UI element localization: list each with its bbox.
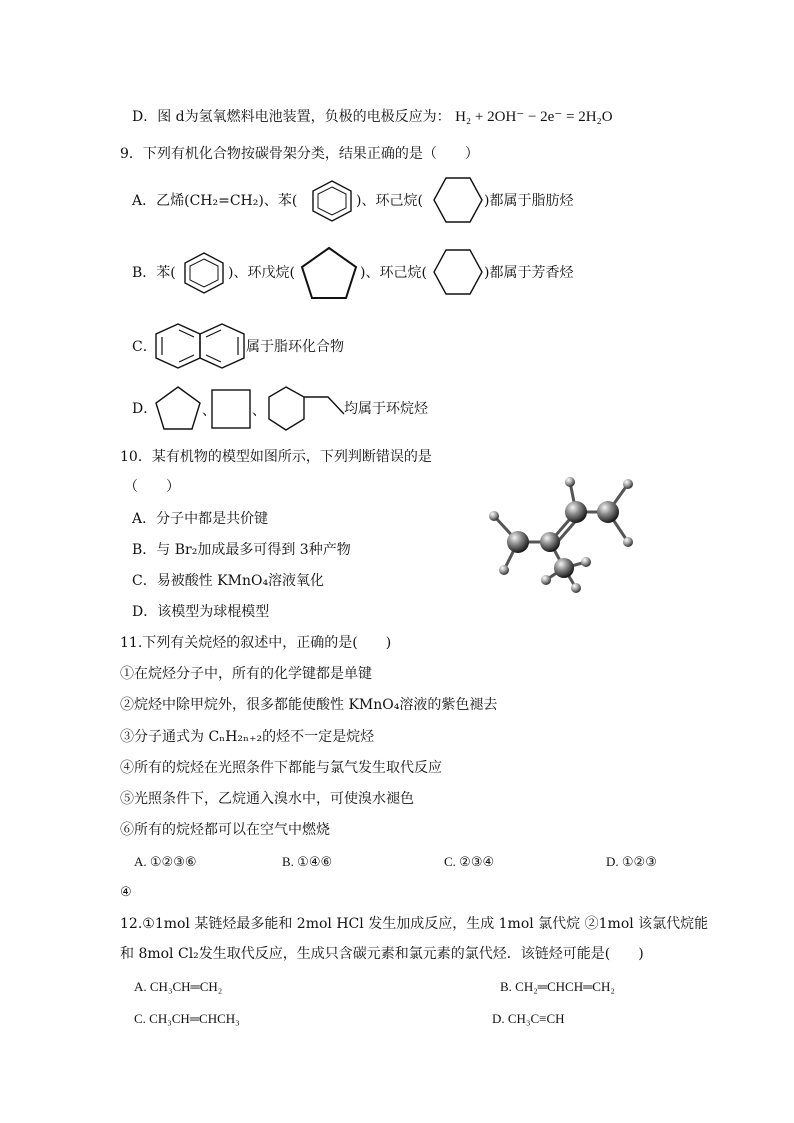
cyclohexane-structure: [432, 176, 484, 224]
q10-option-b: B．与 Br₂加成最多可得到 3种产物: [132, 542, 351, 558]
q11-choice-d: D. ①②③: [606, 854, 657, 869]
q9-option-d-label: D．: [132, 401, 158, 417]
q9-option-a-label: A．乙烯(CH₂=CH₂)、苯(: [132, 193, 298, 209]
q11-statement-3: ③分子通式为 CₙH₂ₙ₊₂的烃不一定是烷烃: [120, 729, 375, 745]
q12-stem-line1: 12.①1mol 某链烃最多能和 2mol HCl 发生加成反应，生成 1mol 氯代烷 ②1mol 该氯代烷能: [120, 916, 709, 932]
q9-option-d-end: 均属于环烷烃: [344, 401, 428, 417]
benzene-structure: [180, 250, 228, 296]
q8-d-equation: H₂ + 2OH⁻ − 2e⁻ = 2H₂O: [455, 109, 613, 125]
q11-statement-5: ⑤光照条件下，乙烷通入溴水中，可使溴水褪色: [120, 791, 414, 807]
q9-option-c-label: C．: [132, 339, 157, 355]
q12-choice-c: C. CH₃CH═CHCH₃: [134, 1011, 240, 1026]
cyclopentane-structure: [153, 384, 203, 432]
q9-option-b-label: B．苯(: [132, 265, 176, 281]
cyclopentane-structure: [298, 244, 360, 302]
cyclobutane-structure: [210, 388, 252, 430]
cyclohexane-structure: [432, 248, 484, 296]
q8-option-d: [132, 108, 613, 126]
benzene-structure: [308, 178, 356, 224]
q9-option-b-mid2: )、环己烷(: [360, 265, 427, 281]
q10-option-c: C．易被酸性 KMnO₄溶液氧化: [132, 573, 325, 589]
q9-option-b-end: )都属于芳香烃: [484, 265, 574, 281]
q11-choice-a: A. ①②③⑥: [134, 854, 197, 869]
ethylcyclohexane-structure: [266, 384, 348, 434]
q12-choice-a: A. CH₃CH═CH₂: [134, 979, 223, 994]
ball-and-stick-model-image: [482, 466, 642, 596]
q9-option-c-end: 属于脂环化合物: [246, 339, 344, 355]
q9-option-a-mid: )、环己烷(: [356, 193, 423, 209]
naphthalene-structure: [154, 320, 246, 372]
q11-choice-b: B. ①④⑥: [282, 854, 333, 869]
q9-option-d-sep2: 、: [252, 403, 266, 419]
q11-choice-c: C. ②③④: [444, 854, 495, 869]
q9-option-d-sep1: 、: [202, 403, 216, 419]
q11-statement-6: ⑥所有的烷烃都可以在空气中燃烧: [120, 822, 330, 838]
q9-option-b-mid1: )、环戊烷(: [228, 265, 295, 281]
q11-statement-1: ①在烷烃分子中，所有的化学键都是单键: [120, 666, 372, 682]
q10-stem: 10．某有机物的模型如图所示，下列判断错误的是: [120, 449, 432, 465]
q12-choice-d: D. CH₃C≡CH: [492, 1011, 565, 1026]
q9-option-a-end: )都属于脂肪烃: [484, 193, 574, 209]
q12-stem-line2: 和 8mol Cl₂发生取代反应，生成只含碳元素和氯元素的氯代烃．该链烃可能是( ): [120, 946, 644, 962]
q10-option-a: A．分子中都是共价键: [132, 511, 269, 527]
q10-option-d: D．该模型为球棍模型: [132, 604, 270, 620]
q9-stem: 9．下列有机化合物按碳骨架分类，结果正确的是（ ）: [120, 146, 479, 162]
q11-choice-d-wrap: ④: [120, 884, 132, 899]
q12-choice-b: B. CH₂═CHCH═CH₂: [500, 979, 615, 994]
q11-stem: 11.下列有关烷烃的叙述中，正确的是( ): [120, 635, 392, 651]
q8-d-text: D．图 d为氢氧燃料电池装置，负极的电极反应为：: [132, 109, 451, 125]
q11-statement-4: ④所有的烷烃在光照条件下都能与氯气发生取代反应: [120, 760, 442, 776]
q10-answer-paren: （ ）: [124, 479, 180, 495]
q11-statement-2: ②烷烃中除甲烷外，很多都能使酸性 KMnO₄溶液的紫色褪去: [120, 697, 498, 713]
